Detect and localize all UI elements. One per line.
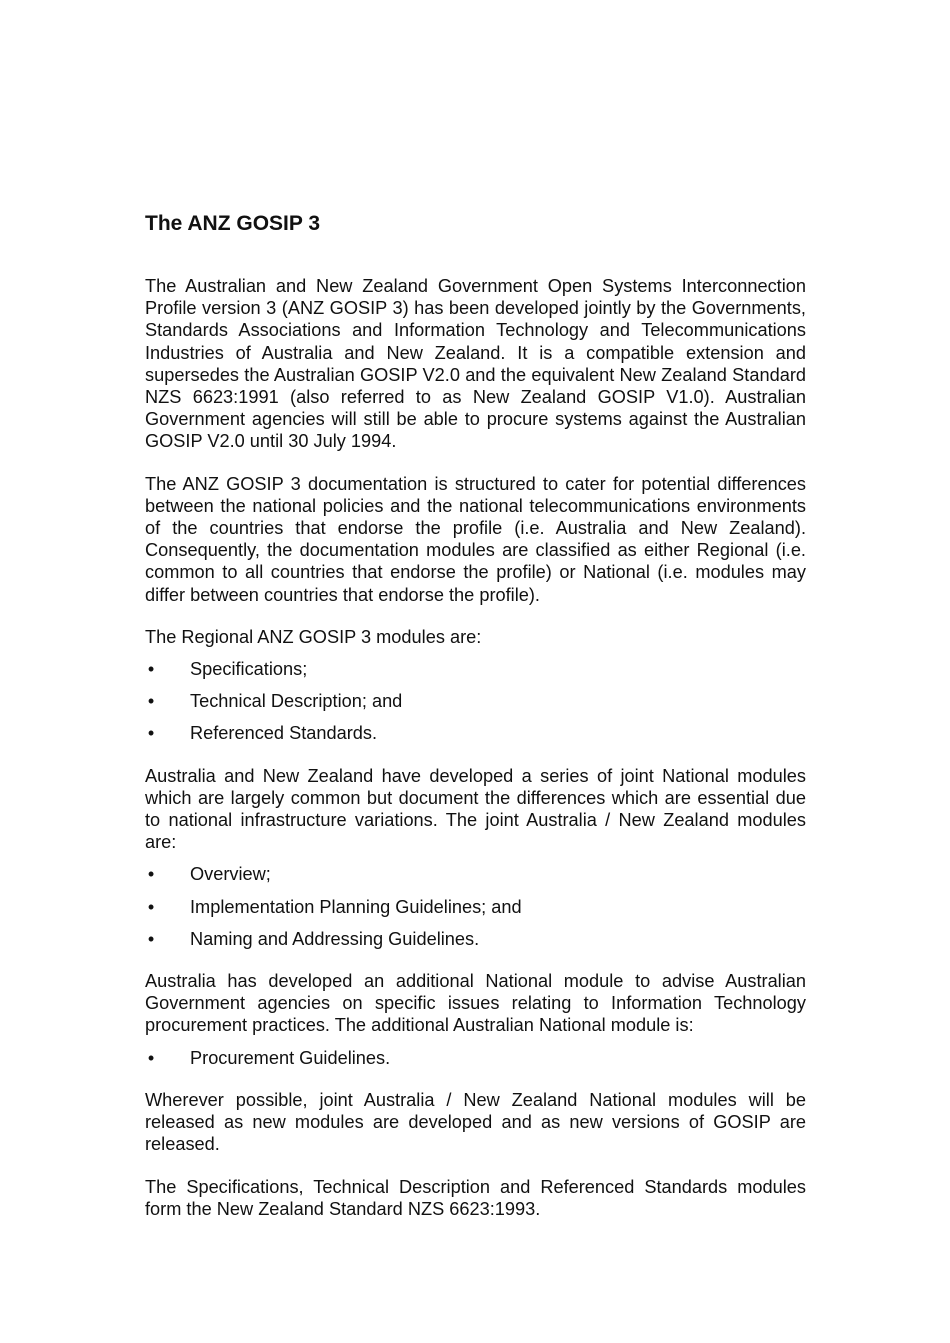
- list-item: [145, 928, 806, 950]
- bullet-icon: •: [147, 864, 155, 885]
- list-item: [145, 658, 806, 680]
- list-item: [145, 722, 806, 744]
- bullet-icon: •: [147, 896, 155, 917]
- list-item-label: Implementation Planning Guidelines; and: [190, 896, 522, 917]
- bullet-icon: •: [147, 659, 155, 680]
- regional-modules-list: [145, 658, 806, 745]
- list-item: [145, 1047, 806, 1069]
- document-page: [145, 210, 806, 1220]
- australian-modules-list: [145, 1047, 806, 1069]
- list-item-label: Naming and Addressing Guidelines.: [190, 928, 480, 949]
- bullet-icon: •: [147, 1047, 155, 1068]
- page-title: The ANZ GOSIP 3: [145, 212, 321, 235]
- bullet-icon: •: [147, 691, 155, 712]
- list-item: [145, 863, 806, 885]
- list-item-label: Technical Description; and: [190, 691, 403, 712]
- list-item-label: Referenced Standards.: [190, 723, 378, 744]
- wherever-paragraph: Wherever possible, joint Australia / New Zealand National modules will be released as new modules are developed and as new versions of GOSIP are released.: [145, 1089, 806, 1155]
- structure-paragraph: The ANZ GOSIP 3 documentation is structured to cater for potential differences between the national policies and the national telecommunications environments of the countries that endorse the profile (i.e. Australia and New Zealand). Consequently, the documentation modules are classified as either Regional (i.e. common to all countries that endorse the profile) or National (i.e. modules may differ between countries that endorse the profile).: [145, 473, 806, 605]
- bullet-icon: •: [147, 723, 155, 744]
- list-item: [145, 690, 806, 712]
- standard-paragraph: The Specifications, Technical Description and Referenced Standards modules form the New Zealand Standard NZS 6623:1993.: [145, 1176, 806, 1219]
- list-item: [145, 896, 806, 918]
- list-item-label: Specifications;: [190, 659, 308, 680]
- list-item-label: Overview;: [190, 864, 271, 885]
- joint-modules-list: [145, 863, 806, 950]
- intro-paragraph: The Australian and New Zealand Government Open Systems Interconnection Profile version 3 (ANZ GOSIP 3) has been developed jointly by the Governments, Standards Associations and Information Technology and Telecommunications Industries of Australia and New Zealand. It is a compatible extension and supersedes the Australian GOSIP V2.0 and the equivalent New Zealand Standard NZS 6623:1991 (also referred to as New Zealand GOSIP V1.0). Australian Government agencies will still be able to procure systems against the Australian GOSIP V2.0 until 30 July 1994.: [145, 276, 806, 452]
- list-item-label: Procurement Guidelines.: [190, 1047, 391, 1068]
- bullet-icon: •: [147, 928, 155, 949]
- regional-modules-intro: The Regional ANZ GOSIP 3 modules are:: [145, 626, 482, 647]
- joint-modules-intro: Australia and New Zealand have developed a series of joint National modules which are largely common but document the differences which are essential due to national infrastructure variations. The joint Australia / New Zealand modules are:: [145, 765, 806, 853]
- australian-module-intro: Australia has developed an additional National module to advise Australian Government agencies on specific issues relating to Information Technology procurement practices. The additional Australian National module is:: [145, 971, 806, 1036]
